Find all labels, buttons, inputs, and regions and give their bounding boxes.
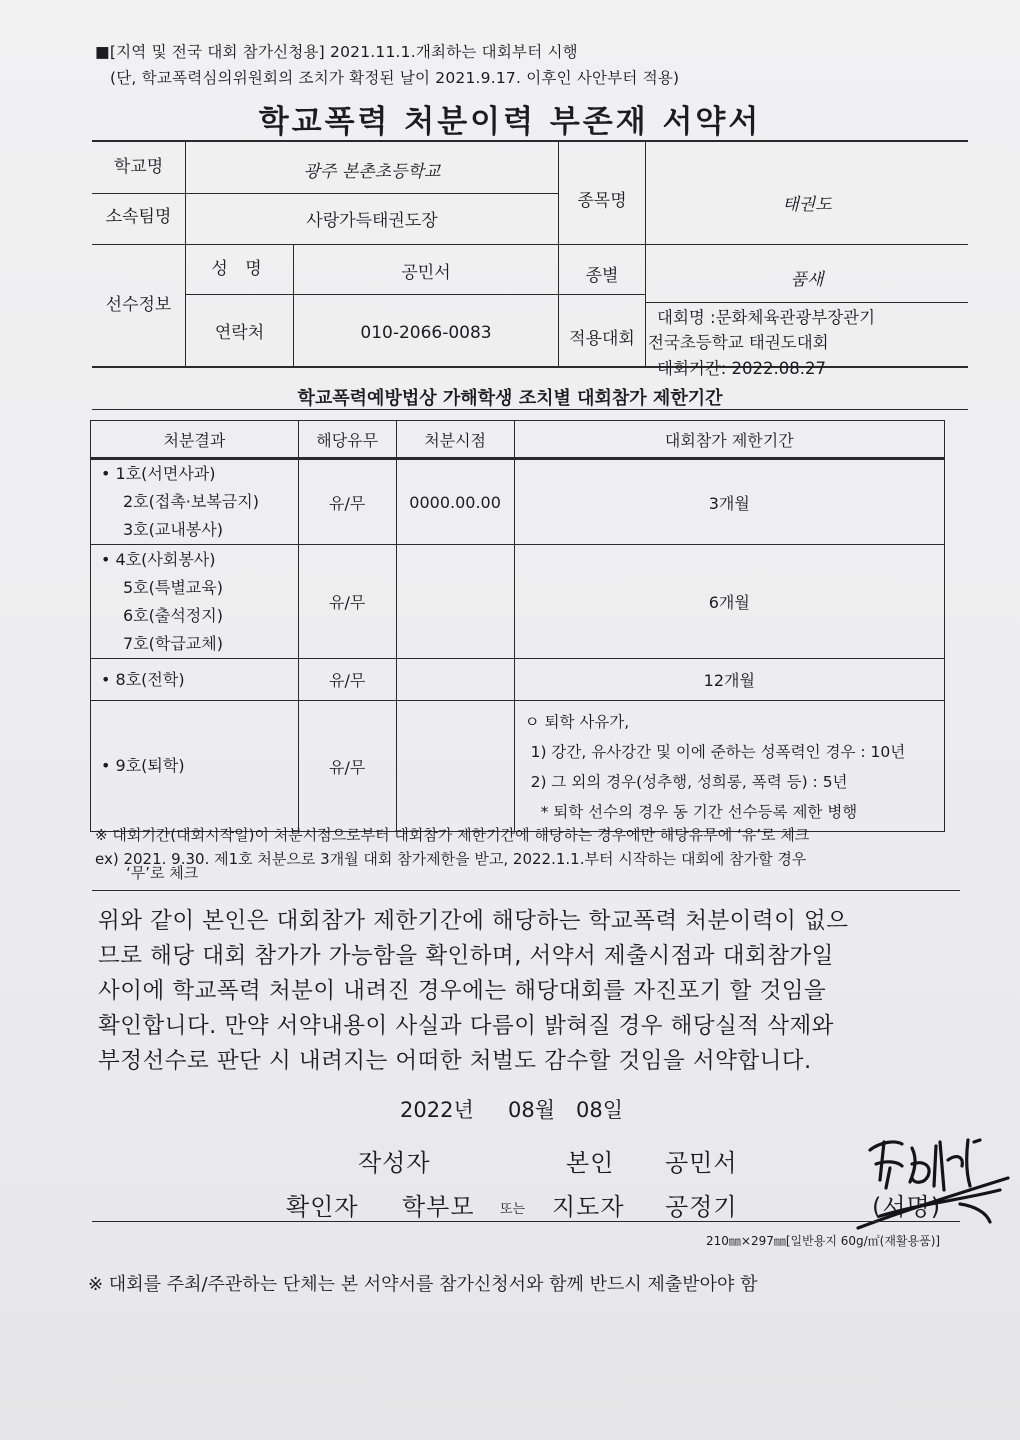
writer-name: 공민서 xyxy=(665,1149,738,1177)
notes-rule xyxy=(92,890,960,891)
team-value: 사랑가득태권도장 xyxy=(306,211,438,231)
date-month: 08월 xyxy=(508,1098,556,1122)
result-item: 2호(접촉·보복금지) xyxy=(123,492,259,511)
result-item: • 4호(사회봉사) xyxy=(101,549,216,569)
result-cell xyxy=(91,701,299,832)
coach-label: 지도자 xyxy=(552,1193,625,1221)
restriction-table xyxy=(90,420,945,832)
header-line-2: (단, 학교폭력심의위원회의 조치가 확정된 날이 2021.9.17. 이후인 사안부터 적용) xyxy=(110,69,680,87)
category-value: 품새 xyxy=(790,270,824,290)
expulsion-line: ㅇ 퇴학 사유가, xyxy=(524,713,630,731)
competition-label: 적용대회 xyxy=(569,329,635,349)
header-line-1: ■[지역 및 전국 대회 참가신청용] 2021.11.1.개최하는 대회부터 시행 xyxy=(95,43,578,61)
info-top-rule xyxy=(92,140,968,142)
contact-label: 연락처 xyxy=(214,323,265,343)
parent-label: 학부모 xyxy=(402,1193,475,1221)
info-bottom-rule xyxy=(92,366,968,368)
event-label: 종목명 xyxy=(577,191,627,211)
category-label: 종별 xyxy=(585,266,619,286)
date-year: 2022년 xyxy=(400,1098,474,1122)
table-row xyxy=(91,459,945,545)
result-cell xyxy=(91,659,299,701)
pledge-line: 확인합니다. 만약 서약내용이 사실과 다름이 밝혀질 경우 해당실적 삭제와 xyxy=(98,1013,834,1039)
date-cell xyxy=(396,659,514,701)
coach-name: 공정기 xyxy=(665,1193,738,1221)
pledge-text xyxy=(98,904,948,1079)
applicable-cell: 유/무 xyxy=(298,545,396,659)
info-hline-name xyxy=(185,294,645,295)
table-row xyxy=(91,701,945,832)
period-cell: 12개월 xyxy=(514,659,944,701)
table-row xyxy=(91,545,945,659)
applicable-cell: 유/무 xyxy=(298,701,396,832)
table-header-row xyxy=(91,421,945,459)
result-item: • 9호(퇴학) xyxy=(101,756,185,775)
result-item: 7호(학급교체) xyxy=(123,633,223,653)
result-cell xyxy=(91,545,299,659)
competition-name: 대회명 :문화체육관광부장관기 xyxy=(657,308,876,327)
athlete-info-label: 선수정보 xyxy=(105,295,172,315)
header-period: 대회참가 제한기간 xyxy=(514,421,944,459)
expulsion-line: 1) 강간, 유사강간 및 이에 준하는 성폭력인 경우 : 10년 xyxy=(530,743,906,761)
event-value: 태권도 xyxy=(782,195,832,215)
result-item: 3호(교내봉사) xyxy=(123,520,223,539)
pledge-line: 부정선수로 판단 시 내려지는 어떠한 처벌도 감수할 것임을 서약합니다. xyxy=(98,1048,812,1074)
header-date: 처분시점 xyxy=(396,421,514,459)
expulsion-line: * 퇴학 선수의 경우 동 기간 선수등록 제한 병행 xyxy=(540,803,858,821)
school-value: 광주 본촌초등학교 xyxy=(303,162,441,182)
header-result: 처분결과 xyxy=(91,421,299,459)
confirmer-label: 확인자 xyxy=(286,1193,359,1221)
school-label: 학교명 xyxy=(113,157,164,177)
writer-label: 작성자 xyxy=(358,1149,431,1177)
self-label: 본인 xyxy=(566,1149,615,1177)
expulsion-line: 2) 그 외의 경우(성추행, 성희롱, 폭력 등) : 5년 xyxy=(530,773,848,791)
page-title: 학교폭력 처분이력 부존재 서약서 xyxy=(258,104,762,140)
expulsion-period-cell xyxy=(514,701,944,832)
result-item: • 8호(전학) xyxy=(101,669,185,689)
pledge-line: 위와 같이 본인은 대회참가 제한기간에 해당하는 학교폭력 처분이력이 없으 xyxy=(98,908,849,934)
note-1: ※ 대회기간(대회시작일)이 처분시점으로부터 대회참가 제한기간에 해당하는 경우에만 해당유무에 ‘유’로 체크 xyxy=(95,826,810,844)
note-3: ‘무’로 체크 xyxy=(126,864,199,882)
footer-notice: ※ 대회를 주최/주관하는 단체는 본 서약서를 참가신청서와 함께 반드시 제출받아야 함 xyxy=(88,1274,758,1295)
applicable-cell: 유/무 xyxy=(298,659,396,701)
note-2: ex) 2021. 9.30. 제1호 처분으로 3개월 대회 참가제한을 받고, 2022.1.1.부터 시작하는 대회에 참가할 경우 xyxy=(95,850,807,868)
applicable-cell: 유/무 xyxy=(298,459,396,545)
date-day: 08일 xyxy=(576,1098,624,1122)
sign-label: (서명) xyxy=(872,1193,942,1221)
name-label: 성 명 xyxy=(211,259,268,279)
team-label: 소속팀명 xyxy=(105,207,172,227)
contact-value: 010-2066-0083 xyxy=(360,323,492,343)
or-label: 또는 xyxy=(500,1202,526,1217)
competition-name-cont: 전국초등학교 태권도대회 xyxy=(648,333,829,352)
pledge-line: 므로 해당 대회 참가가 가능함을 확인하며, 서약서 제출시점과 대회참가일 xyxy=(98,943,834,969)
date-cell: 0000.00.00 xyxy=(396,459,514,545)
period-cell: 6개월 xyxy=(514,545,944,659)
info-hline-school xyxy=(185,193,558,194)
result-item: 5호(특별교육) xyxy=(123,577,223,597)
info-vline-3 xyxy=(645,140,646,366)
paper-spec: 210㎜×297㎜[일반용지 60g/㎡(재활용품)] xyxy=(706,1234,941,1248)
result-item: • 1호(서면사과) xyxy=(101,464,216,483)
period-cell: 3개월 xyxy=(514,459,944,545)
restriction-subtitle: 학교폭력예방법상 가해학생 조치별 대회참가 제한기간 xyxy=(297,388,723,409)
table-row xyxy=(91,659,945,701)
competition-period: 대회기간: 2022.08.27 xyxy=(657,359,827,378)
info-hline-school-left xyxy=(92,193,185,194)
result-item: 6호(출석정지) xyxy=(123,605,223,625)
footer-rule xyxy=(92,1221,960,1222)
date-cell xyxy=(396,545,514,659)
info-hline-team xyxy=(92,244,968,245)
result-cell xyxy=(91,459,299,545)
header-applicable: 해당유무 xyxy=(298,421,396,459)
subtitle-rule xyxy=(92,409,968,410)
pledge-line: 사이에 학교폭력 처분이 내려진 경우에는 해당대회를 자진포기 할 것임을 xyxy=(98,978,827,1004)
date-cell xyxy=(396,701,514,832)
name-value: 공민서 xyxy=(401,263,451,283)
